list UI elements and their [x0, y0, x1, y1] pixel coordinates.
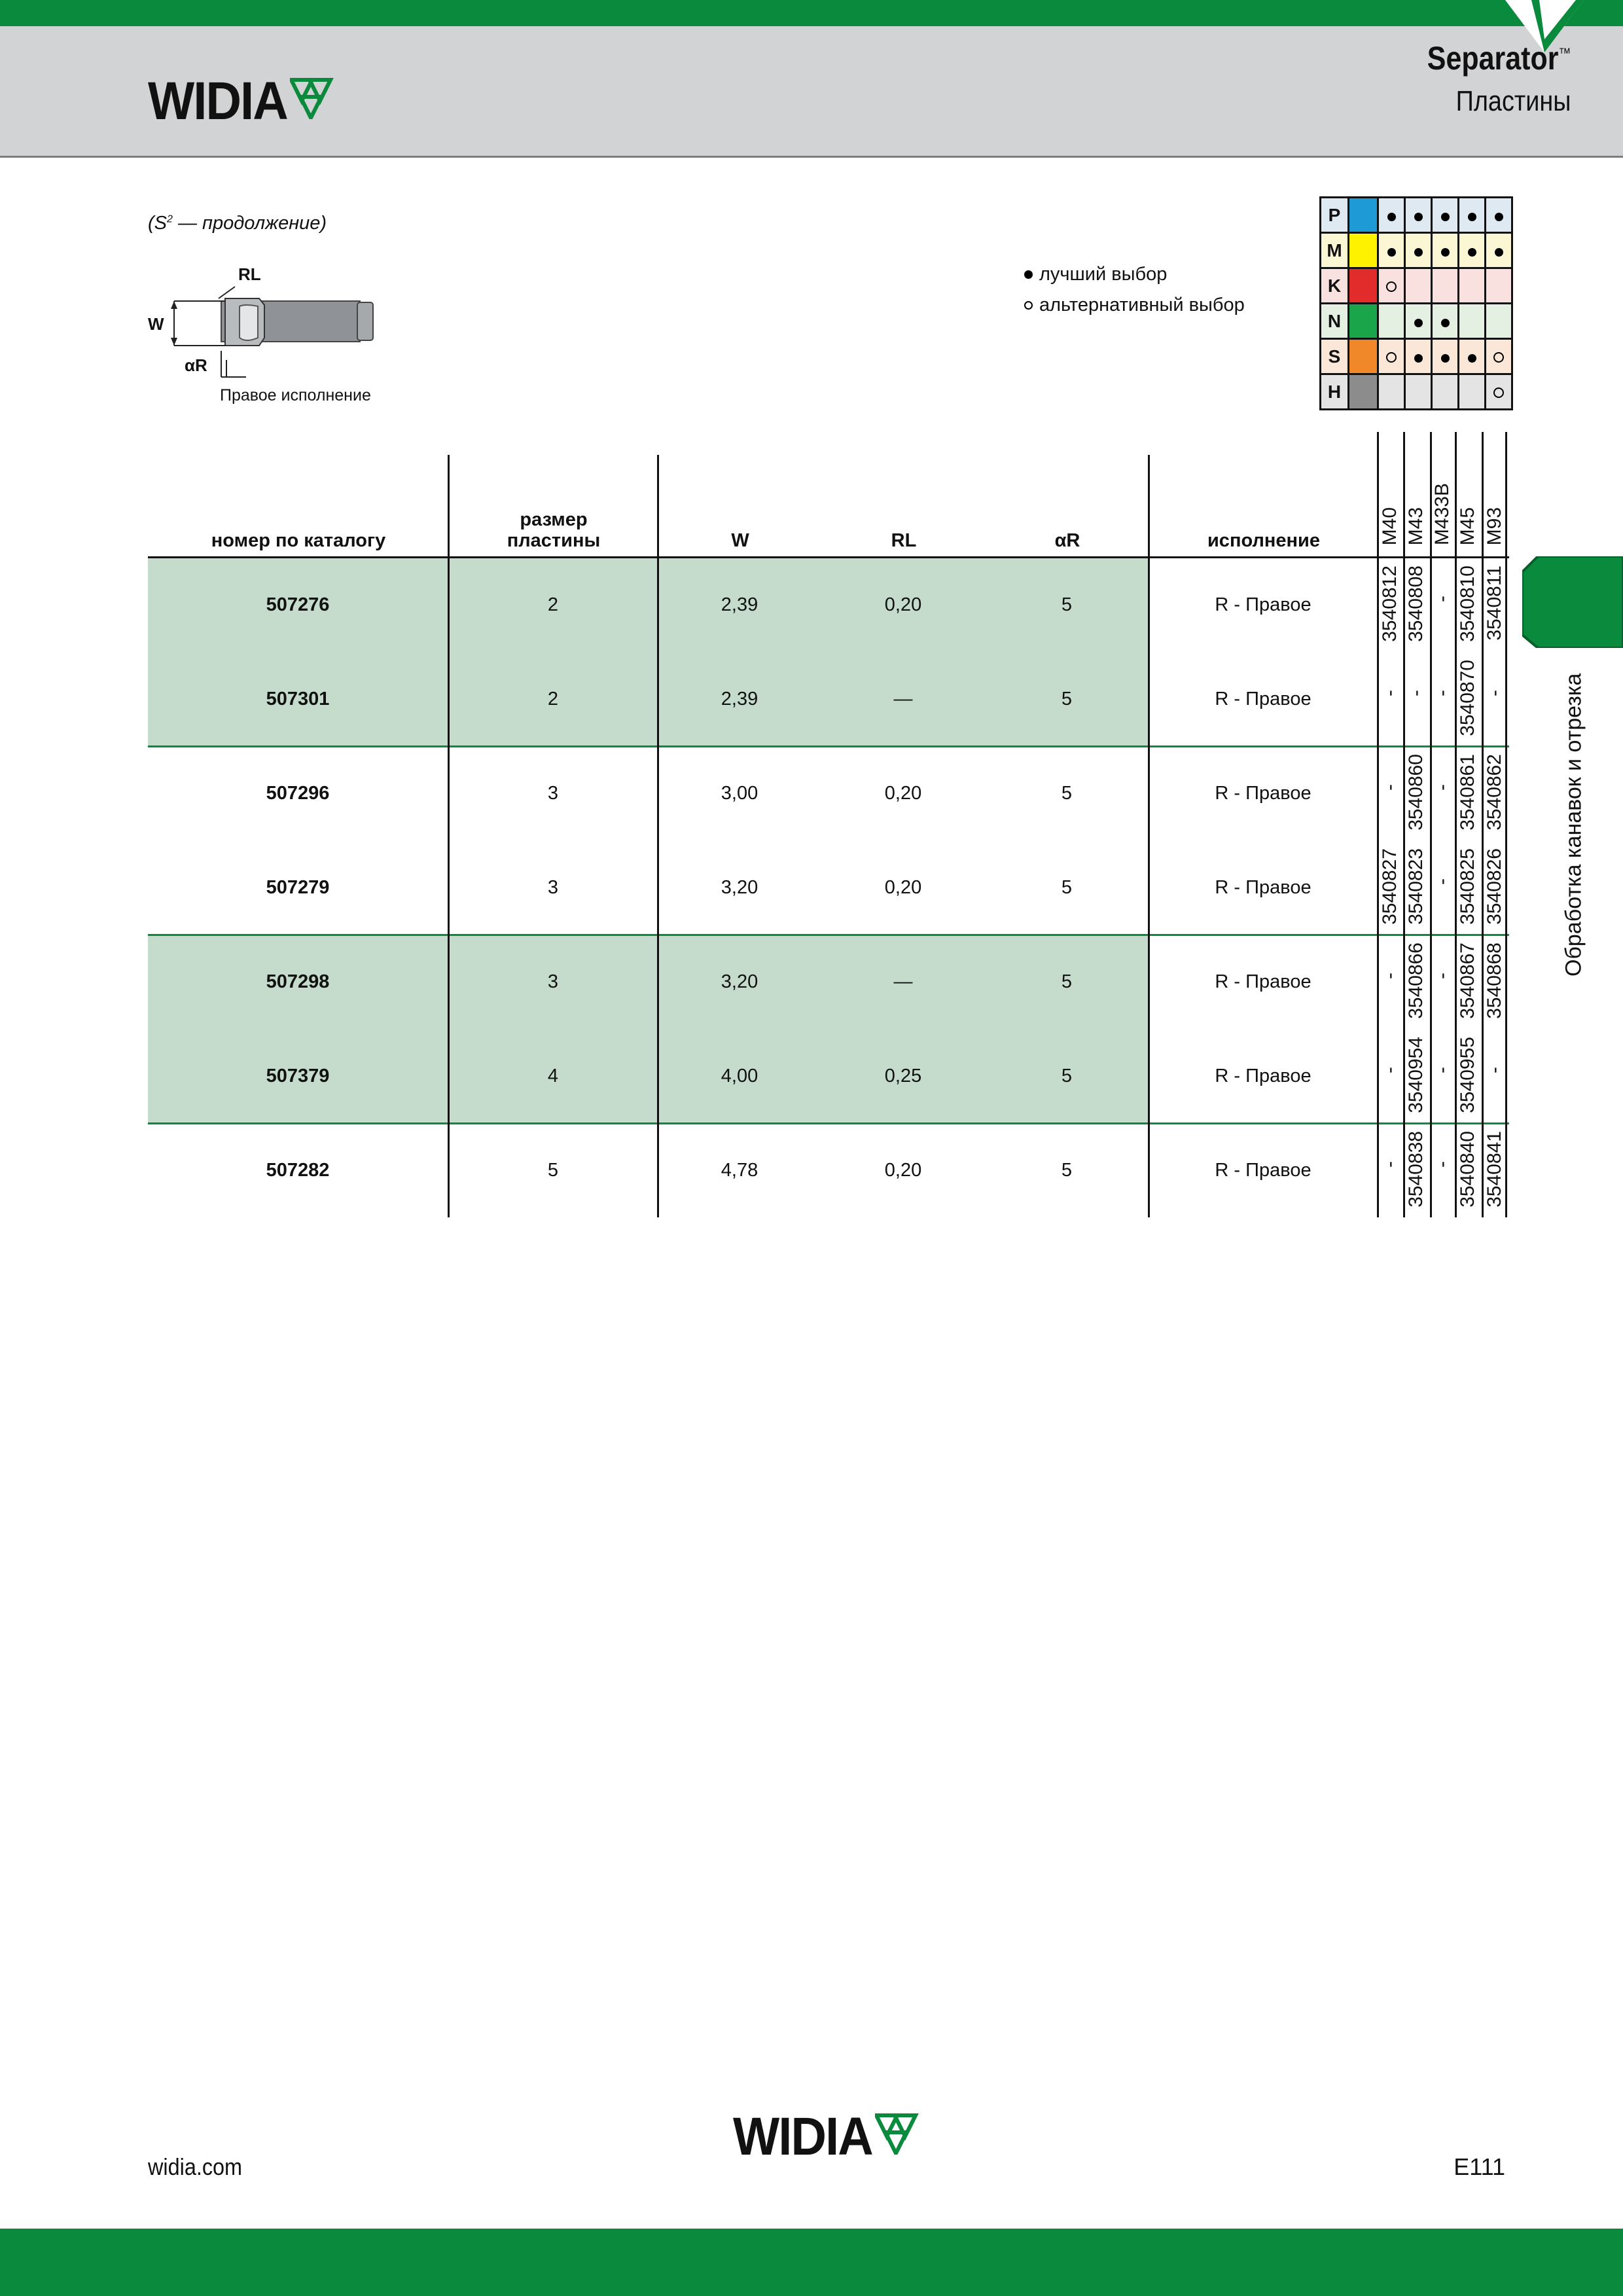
grade-code-m433b: -: [1431, 973, 1453, 979]
material-color-swatch: [1349, 233, 1378, 268]
product-subtitle: Пластины: [1455, 85, 1571, 117]
cell-catalog: 507279: [266, 877, 330, 898]
cell-ar: 5: [1061, 877, 1073, 898]
side-tab-marker: [1522, 556, 1623, 648]
material-suitability-cell: [1486, 233, 1512, 268]
material-suitability-cell: [1432, 198, 1459, 233]
cell-rl: —: [893, 689, 913, 709]
material-row-m: [1321, 233, 1512, 268]
grade-code-m45: 3540955: [1457, 1037, 1478, 1113]
cell-catalog: 507296: [266, 783, 330, 804]
logo-wordmark: WIDIA: [148, 71, 287, 131]
grade-code-m43: 3540838: [1405, 1131, 1427, 1208]
open-dot-icon: [1024, 301, 1033, 310]
bottom-green-bar: [0, 2229, 1623, 2296]
material-letter: S: [1321, 339, 1349, 374]
grade-code-m93: 3540868: [1484, 942, 1505, 1019]
col-head-rl: RL: [891, 530, 917, 551]
logo-triangles-icon: [290, 77, 337, 119]
cell-size: 3: [547, 971, 559, 992]
material-suitability-cell: [1459, 339, 1486, 374]
best-choice-icon: [1441, 248, 1450, 257]
cell-hand: R - Правое: [1215, 971, 1311, 992]
best-choice-icon: [1441, 319, 1450, 327]
material-row-s: [1321, 339, 1512, 374]
header-rule: [148, 556, 1509, 558]
grade-code-m93: -: [1484, 1067, 1505, 1073]
col-head-hand: исполнение: [1207, 530, 1320, 551]
col-sep-1: [448, 455, 450, 1217]
material-suitability-cell: [1459, 233, 1486, 268]
cell-w: 3,20: [721, 877, 758, 898]
material-suitability-cell: [1432, 268, 1459, 304]
cell-ar: 5: [1061, 971, 1073, 992]
material-suitability-cell: [1486, 304, 1512, 339]
grade-code-m40: -: [1379, 1161, 1400, 1168]
material-suitability-cell: [1486, 339, 1512, 374]
grade-header-m433b: M433B: [1431, 482, 1453, 545]
best-choice-icon: [1468, 354, 1476, 363]
best-choice-icon: [1387, 248, 1396, 257]
grade-code-m43: 3540860: [1405, 754, 1427, 831]
product-title: Separator™: [1427, 40, 1571, 77]
material-suitability-cell: [1405, 304, 1432, 339]
material-suitability-cell: [1459, 268, 1486, 304]
material-suitability-cell: [1405, 233, 1432, 268]
material-letter: N: [1321, 304, 1349, 339]
material-suitability-cell: [1432, 374, 1459, 410]
grade-code-m433b: -: [1431, 596, 1453, 602]
cell-rl: 0,20: [884, 594, 922, 615]
material-suitability-cell: [1378, 268, 1405, 304]
material-suitability-cell: [1378, 304, 1405, 339]
material-color-swatch: [1349, 198, 1378, 233]
grade-code-m433b: -: [1431, 1161, 1453, 1168]
cell-ar: 5: [1061, 689, 1073, 709]
material-suitability-cell: [1459, 304, 1486, 339]
col-head-w: W: [731, 530, 749, 551]
filled-dot-icon: [1024, 270, 1033, 279]
material-suitability-cell: [1432, 304, 1459, 339]
alternative-choice-icon: [1493, 387, 1504, 398]
grade-code-m93: 3540826: [1484, 848, 1505, 925]
continuation-label: ($S^2$ — продолжение): [148, 213, 327, 234]
grade-code-m43: 3540823: [1405, 848, 1427, 925]
grade-code-m40: -: [1379, 784, 1400, 791]
material-row-k: [1321, 268, 1512, 304]
best-choice-icon: [1414, 354, 1423, 363]
alternative-choice-icon: [1386, 352, 1397, 363]
col-head-ar: αR: [1054, 530, 1080, 551]
best-choice-icon: [1468, 213, 1476, 221]
grade-code-m40: 3540812: [1379, 565, 1400, 642]
cell-size: 5: [547, 1160, 559, 1181]
best-choice-icon: [1414, 213, 1423, 221]
material-color-swatch: [1349, 374, 1378, 410]
grade-line-1: [1377, 432, 1379, 1217]
best-choice-icon: [1441, 354, 1450, 363]
grade-line-3: [1430, 432, 1432, 1217]
cell-ar: 5: [1061, 783, 1073, 804]
material-suitability-cell: [1432, 233, 1459, 268]
cell-catalog: 507276: [266, 594, 330, 615]
grade-code-m45: 3540810: [1457, 565, 1478, 642]
col-sep-3: [1148, 455, 1150, 1217]
row-band-1: [148, 558, 1149, 746]
diagram-label-ar: αR: [185, 355, 207, 375]
cell-ar: 5: [1061, 594, 1073, 615]
material-suitability-cell: [1405, 339, 1432, 374]
cell-rl: 0,20: [884, 783, 922, 804]
cell-hand: R - Правое: [1215, 1160, 1311, 1181]
side-section-label: Обработка канавок и отрезка: [1561, 673, 1586, 977]
material-letter: M: [1321, 233, 1349, 268]
material-grid: [1319, 196, 1513, 410]
grade-code-m93: -: [1484, 690, 1505, 696]
material-suitability-cell: [1432, 339, 1459, 374]
material-row-h: [1321, 374, 1512, 410]
best-choice-icon: [1495, 248, 1503, 257]
cell-hand: R - Правое: [1215, 783, 1311, 804]
cell-size: 4: [547, 1066, 559, 1086]
cell-catalog: 507282: [266, 1160, 330, 1181]
best-choice-icon: [1387, 213, 1396, 221]
material-suitability-cell: [1405, 198, 1432, 233]
material-suitability-cell: [1459, 198, 1486, 233]
grade-code-m45: 3540840: [1457, 1131, 1478, 1208]
cell-rl: 0,20: [884, 877, 922, 898]
header-logo: [148, 71, 337, 132]
cell-hand: R - Правое: [1215, 877, 1311, 898]
grade-code-m43: 3540954: [1405, 1037, 1427, 1113]
page-number: E111: [1454, 2153, 1505, 2180]
grade-header-m93: M93: [1484, 507, 1505, 545]
material-suitability-cell: [1459, 374, 1486, 410]
cell-w: 4,78: [721, 1160, 758, 1181]
footer-logo-triangles-icon: [875, 2113, 922, 2155]
material-row-p: [1321, 198, 1512, 233]
group-rule-1: [148, 745, 1509, 747]
cell-catalog: 507379: [266, 1066, 330, 1086]
grade-code-m43: 3540866: [1405, 942, 1427, 1019]
grade-code-m40: -: [1379, 973, 1400, 979]
cell-hand: R - Правое: [1215, 1066, 1311, 1086]
cell-w: 3,00: [721, 783, 758, 804]
material-letter: P: [1321, 198, 1349, 233]
top-green-bar: [0, 0, 1623, 26]
best-choice-icon: [1414, 248, 1423, 257]
col-head-catalog: номер по каталогу: [211, 530, 386, 551]
best-choice-icon: [1441, 213, 1450, 221]
group-rule-3: [148, 1122, 1509, 1124]
grade-code-m433b: -: [1431, 784, 1453, 791]
material-suitability-cell: [1486, 268, 1512, 304]
cell-hand: R - Правое: [1215, 594, 1311, 615]
material-suitability-cell: [1486, 198, 1512, 233]
material-suitability-cell: [1378, 339, 1405, 374]
material-color-swatch: [1349, 339, 1378, 374]
cell-catalog: 507301: [266, 689, 330, 709]
material-letter: K: [1321, 268, 1349, 304]
cell-w: 3,20: [721, 971, 758, 992]
grade-code-m40: -: [1379, 1067, 1400, 1073]
cell-rl: 0,25: [884, 1066, 922, 1086]
material-suitability-cell: [1486, 374, 1512, 410]
material-row-n: [1321, 304, 1512, 339]
cell-catalog: 507298: [266, 971, 330, 992]
grade-code-m43: -: [1405, 690, 1427, 696]
grade-code-m43: 3540808: [1405, 565, 1427, 642]
grade-code-m45: 3540867: [1457, 942, 1478, 1019]
best-choice-icon: [1495, 213, 1503, 221]
grade-code-m433b: -: [1431, 878, 1453, 885]
grade-code-m45: 3540861: [1457, 754, 1478, 831]
cell-size: 3: [547, 877, 559, 898]
col-sep-2: [657, 455, 659, 1217]
material-suitability-cell: [1378, 374, 1405, 410]
material-color-swatch: [1349, 268, 1378, 304]
grade-code-m93: 3540862: [1484, 754, 1505, 831]
cell-w: 4,00: [721, 1066, 758, 1086]
best-choice-icon: [1414, 319, 1423, 327]
cell-w: 2,39: [721, 689, 758, 709]
material-color-swatch: [1349, 304, 1378, 339]
best-choice-icon: [1468, 248, 1476, 257]
grade-header-m45: M45: [1457, 507, 1478, 545]
material-suitability-cell: [1378, 233, 1405, 268]
group-rule-2: [148, 934, 1509, 936]
cell-ar: 5: [1061, 1160, 1073, 1181]
cell-size: 2: [547, 594, 559, 615]
diagram-label-rl: RL: [238, 264, 261, 284]
grade-code-m45: 3540825: [1457, 848, 1478, 925]
grade-code-m433b: -: [1431, 1067, 1453, 1073]
cell-size: 2: [547, 689, 559, 709]
footer-logo: [733, 2106, 922, 2168]
alternative-choice-icon: [1493, 352, 1504, 363]
grade-code-m40: 3540827: [1379, 848, 1400, 925]
diagram-caption: Правое исполнение: [220, 386, 371, 404]
col-head-size: размер пластины: [507, 509, 601, 551]
row-band-2: [148, 935, 1149, 1123]
material-suitability-cell: [1378, 198, 1405, 233]
grade-code-m40: -: [1379, 690, 1400, 696]
grade-code-m433b: -: [1431, 690, 1453, 696]
material-letter: H: [1321, 374, 1349, 410]
diagram-label-w: W: [148, 314, 164, 334]
grade-header-m43: M43: [1405, 507, 1427, 545]
cell-ar: 5: [1061, 1066, 1073, 1086]
legend-best: лучший выбор: [1024, 264, 1167, 285]
footer-logo-wordmark: WIDIA: [733, 2107, 872, 2166]
material-suitability-cell: [1405, 268, 1432, 304]
cell-hand: R - Правое: [1215, 689, 1311, 709]
alternative-choice-icon: [1386, 281, 1397, 292]
grade-header-m40: M40: [1379, 507, 1400, 545]
cell-rl: 0,20: [884, 1160, 922, 1181]
grade-code-m93: 3540841: [1484, 1131, 1505, 1208]
cell-size: 3: [547, 783, 559, 804]
footer-url[interactable]: widia.com: [148, 2153, 243, 2180]
grade-code-m45: 3540870: [1457, 660, 1478, 736]
cell-rl: —: [893, 971, 913, 992]
grade-code-m93: 3540811: [1484, 565, 1505, 641]
cell-w: 2,39: [721, 594, 758, 615]
material-suitability-cell: [1405, 374, 1432, 410]
legend-alternative: альтернативный выбор: [1024, 295, 1245, 316]
